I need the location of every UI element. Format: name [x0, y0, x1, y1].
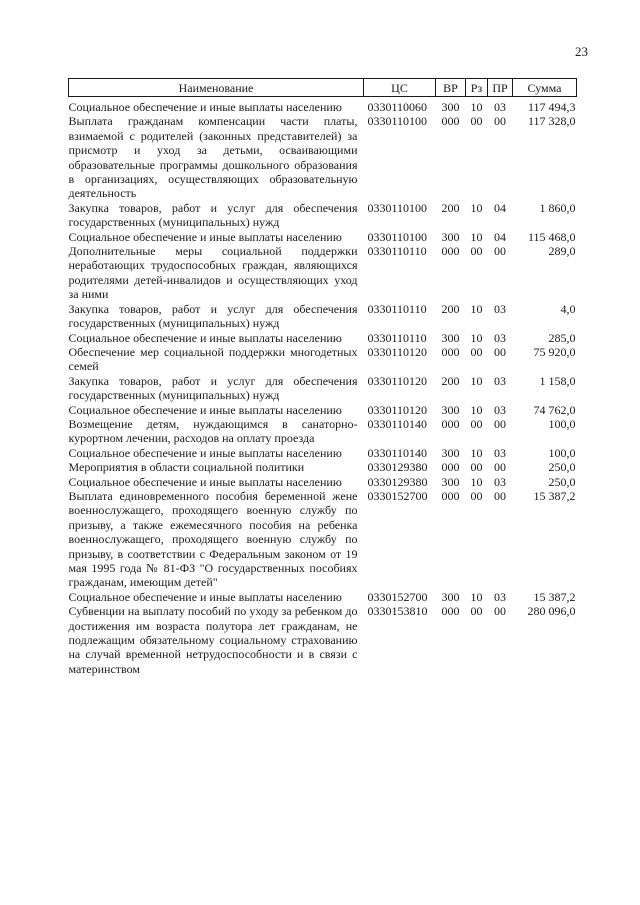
- cell-cs: 0330110140: [367, 445, 428, 460]
- cell-cs: 0330152700: [367, 488, 428, 503]
- cell-cs: 0330110110: [367, 330, 427, 345]
- table-row: [69, 446, 577, 460]
- table-row: [69, 201, 577, 230]
- cell-name: Социальное обеспечение и иные выплаты населению: [68, 229, 342, 244]
- cell-pr: 00: [494, 244, 506, 259]
- cell-cs: 0330152700: [367, 589, 428, 604]
- cell-cs: 0330129380: [367, 474, 428, 489]
- cell-name: Социальное обеспечение и иные выплаты населению: [68, 589, 342, 604]
- cell-vr: 200: [441, 200, 460, 215]
- cell-name: Закупка товаров, работ и услуг для обеспечения государственных (муниципальных) нужд: [68, 301, 358, 331]
- cell-pr: 03: [494, 373, 506, 388]
- cell-sum: 115 468,0: [527, 229, 576, 244]
- cell-name: Выплата гражданам компенсации части платы, взимаемой с родителей (законных представителей) за присмотр и уход за детьми, осваивающими образовательные программы дошкольного образования в организациях, осуществляющих образовательную деятельность: [68, 114, 358, 201]
- cell-pr: 00: [494, 344, 506, 359]
- cell-name: Закупка товаров, работ и услуг для обеспечения государственных (муниципальных) нужд: [68, 373, 358, 403]
- cell-rz: 00: [470, 416, 483, 431]
- cell-name: Мероприятия в области социальной политики: [68, 460, 305, 475]
- cell-sum: 100,0: [548, 416, 576, 431]
- cell-name: Закупка товаров, работ и услуг для обеспечения государственных (муниципальных) нужд: [68, 200, 358, 230]
- cell-rz: 10: [470, 229, 483, 244]
- table-row: [69, 460, 577, 474]
- header-rz: Рз: [466, 79, 488, 97]
- cell-rz: 10: [470, 100, 483, 114]
- cell-vr: 300: [441, 474, 460, 489]
- cell-sum: 250,0: [548, 460, 576, 475]
- cell-sum: 250,0: [548, 474, 576, 489]
- cell-pr: 03: [494, 445, 506, 460]
- cell-vr: 200: [441, 373, 460, 388]
- cell-pr: 03: [494, 330, 506, 345]
- cell-sum: 1 860,0: [539, 200, 576, 215]
- cell-vr: 300: [441, 445, 460, 460]
- cell-pr: 03: [494, 474, 506, 489]
- table-row: [69, 331, 577, 345]
- cell-rz: 10: [470, 589, 483, 604]
- table-body: [69, 97, 577, 677]
- cell-rz: 00: [470, 604, 483, 619]
- cell-sum: 280 096,0: [527, 604, 576, 619]
- cell-rz: 00: [470, 460, 483, 475]
- cell-sum: 75 920,0: [533, 344, 576, 359]
- table-row: [69, 345, 577, 374]
- cell-pr: 03: [494, 589, 506, 604]
- cell-pr: 00: [494, 460, 506, 475]
- cell-sum: 117 328,0: [527, 114, 576, 129]
- header-pr: ПР: [488, 79, 513, 97]
- cell-vr: 000: [441, 460, 460, 475]
- cell-cs: 0330110100: [367, 114, 428, 129]
- cell-vr: 300: [441, 402, 460, 417]
- cell-vr: 000: [441, 416, 460, 431]
- cell-pr: 04: [494, 229, 506, 244]
- table-row: [69, 489, 577, 590]
- cell-cs: 0330153810: [367, 604, 428, 619]
- cell-pr: 03: [494, 100, 506, 114]
- cell-vr: 000: [441, 344, 460, 359]
- cell-rz: 00: [470, 488, 483, 503]
- cell-cs: 0330110120: [367, 402, 428, 417]
- cell-rz: 00: [470, 244, 483, 259]
- cell-vr: 300: [441, 330, 460, 345]
- table-header-row: [69, 79, 577, 97]
- header-name: Наименование: [69, 79, 364, 97]
- cell-sum: 15 387,2: [533, 488, 576, 503]
- table-row: [69, 590, 577, 604]
- cell-sum: 74 762,0: [533, 402, 576, 417]
- cell-vr: 000: [441, 488, 460, 503]
- cell-pr: 03: [494, 301, 506, 316]
- cell-sum: 1 158,0: [539, 373, 576, 388]
- cell-vr: 000: [441, 604, 460, 619]
- cell-cs: 0330110120: [367, 373, 428, 388]
- cell-rz: 10: [470, 402, 483, 417]
- cell-cs: 0330110120: [367, 344, 428, 359]
- cell-name: Субвенции на выплату пособий по уходу за ребенком до достижения им возраста полутора лет гражданам, не подлежащим обязательному социальному страхованию на случай временной нетрудоспособности и в связи с материнством: [68, 604, 358, 676]
- table-row: [69, 230, 577, 244]
- header-cs: ЦС: [364, 79, 436, 97]
- cell-cs: 0330110100: [367, 229, 428, 244]
- cell-cs: 0330110100: [367, 200, 428, 215]
- header-sum: Сумма: [513, 79, 577, 97]
- cell-sum: 289,0: [548, 244, 576, 259]
- table-row: [69, 475, 577, 489]
- table-row: [69, 302, 577, 331]
- cell-name: Дополнительные меры социальной поддержки неработающих трудоспособных граждан, являющихся родителями детей-инвалидов и осуществляющих уход за ними: [68, 244, 358, 302]
- cell-sum: 100,0: [548, 445, 576, 460]
- cell-sum: 285,0: [548, 330, 576, 345]
- page-number: 23: [575, 44, 588, 59]
- table-row: [69, 403, 577, 417]
- cell-cs: 0330110140: [367, 416, 428, 431]
- cell-cs: 0330110110: [367, 244, 427, 259]
- table-row: [69, 417, 577, 446]
- cell-rz: 00: [470, 344, 483, 359]
- cell-name: Социальное обеспечение и иные выплаты населению: [68, 445, 342, 460]
- cell-rz: 10: [470, 330, 483, 345]
- table-row: [69, 244, 577, 302]
- cell-rz: 10: [470, 200, 483, 215]
- cell-name: Возмещение детям, нуждающимся в санаторно-курортном лечении, расходов на оплату проезда: [68, 416, 358, 446]
- cell-vr: 300: [441, 229, 460, 244]
- cell-rz: 00: [470, 114, 483, 129]
- cell-pr: 00: [494, 488, 506, 503]
- cell-pr: 00: [494, 604, 506, 619]
- cell-name: Социальное обеспечение и иные выплаты населению: [68, 474, 342, 489]
- cell-vr: 300: [441, 100, 460, 114]
- cell-rz: 10: [470, 474, 483, 489]
- cell-pr: 00: [494, 114, 506, 129]
- header-vr: ВР: [436, 79, 466, 97]
- cell-name: Социальное обеспечение и иные выплаты населению: [68, 100, 342, 114]
- cell-rz: 10: [470, 445, 483, 460]
- cell-name: Социальное обеспечение и иные выплаты населению: [68, 330, 342, 345]
- cell-sum: 15 387,2: [533, 589, 576, 604]
- cell-pr: 00: [494, 416, 506, 431]
- cell-sum: 117 494,3: [527, 100, 576, 114]
- cell-pr: 04: [494, 200, 506, 215]
- budget-table: [68, 78, 577, 676]
- cell-cs: 0330110060: [367, 100, 428, 114]
- table-row: [69, 604, 577, 676]
- cell-vr: 000: [441, 244, 460, 259]
- cell-pr: 03: [494, 402, 506, 417]
- cell-name: Обеспечение мер социальной поддержки многодетных семей: [68, 344, 358, 374]
- table-row: [69, 97, 577, 115]
- cell-vr: 300: [441, 589, 460, 604]
- cell-rz: 10: [470, 373, 483, 388]
- cell-vr: 000: [441, 114, 460, 129]
- table-row: [69, 114, 577, 200]
- cell-name: Выплата единовременного пособия беременной жене военнослужащего, проходящего военную службу по призыву, а также ежемесячного пособия на ребенка военнослужащего, проходящего военную службу по призыву, в соответствии с Федеральным законом от 19 мая 1995 года № 81-ФЗ "О государственных пособиях гражданам, имеющим детей": [68, 488, 358, 590]
- cell-vr: 200: [441, 301, 460, 316]
- cell-cs: 0330110110: [367, 301, 427, 316]
- table-row: [69, 374, 577, 403]
- cell-cs: 0330129380: [367, 460, 428, 475]
- cell-name: Социальное обеспечение и иные выплаты населению: [68, 402, 342, 417]
- cell-sum: 4,0: [560, 301, 576, 316]
- cell-rz: 10: [470, 301, 483, 316]
